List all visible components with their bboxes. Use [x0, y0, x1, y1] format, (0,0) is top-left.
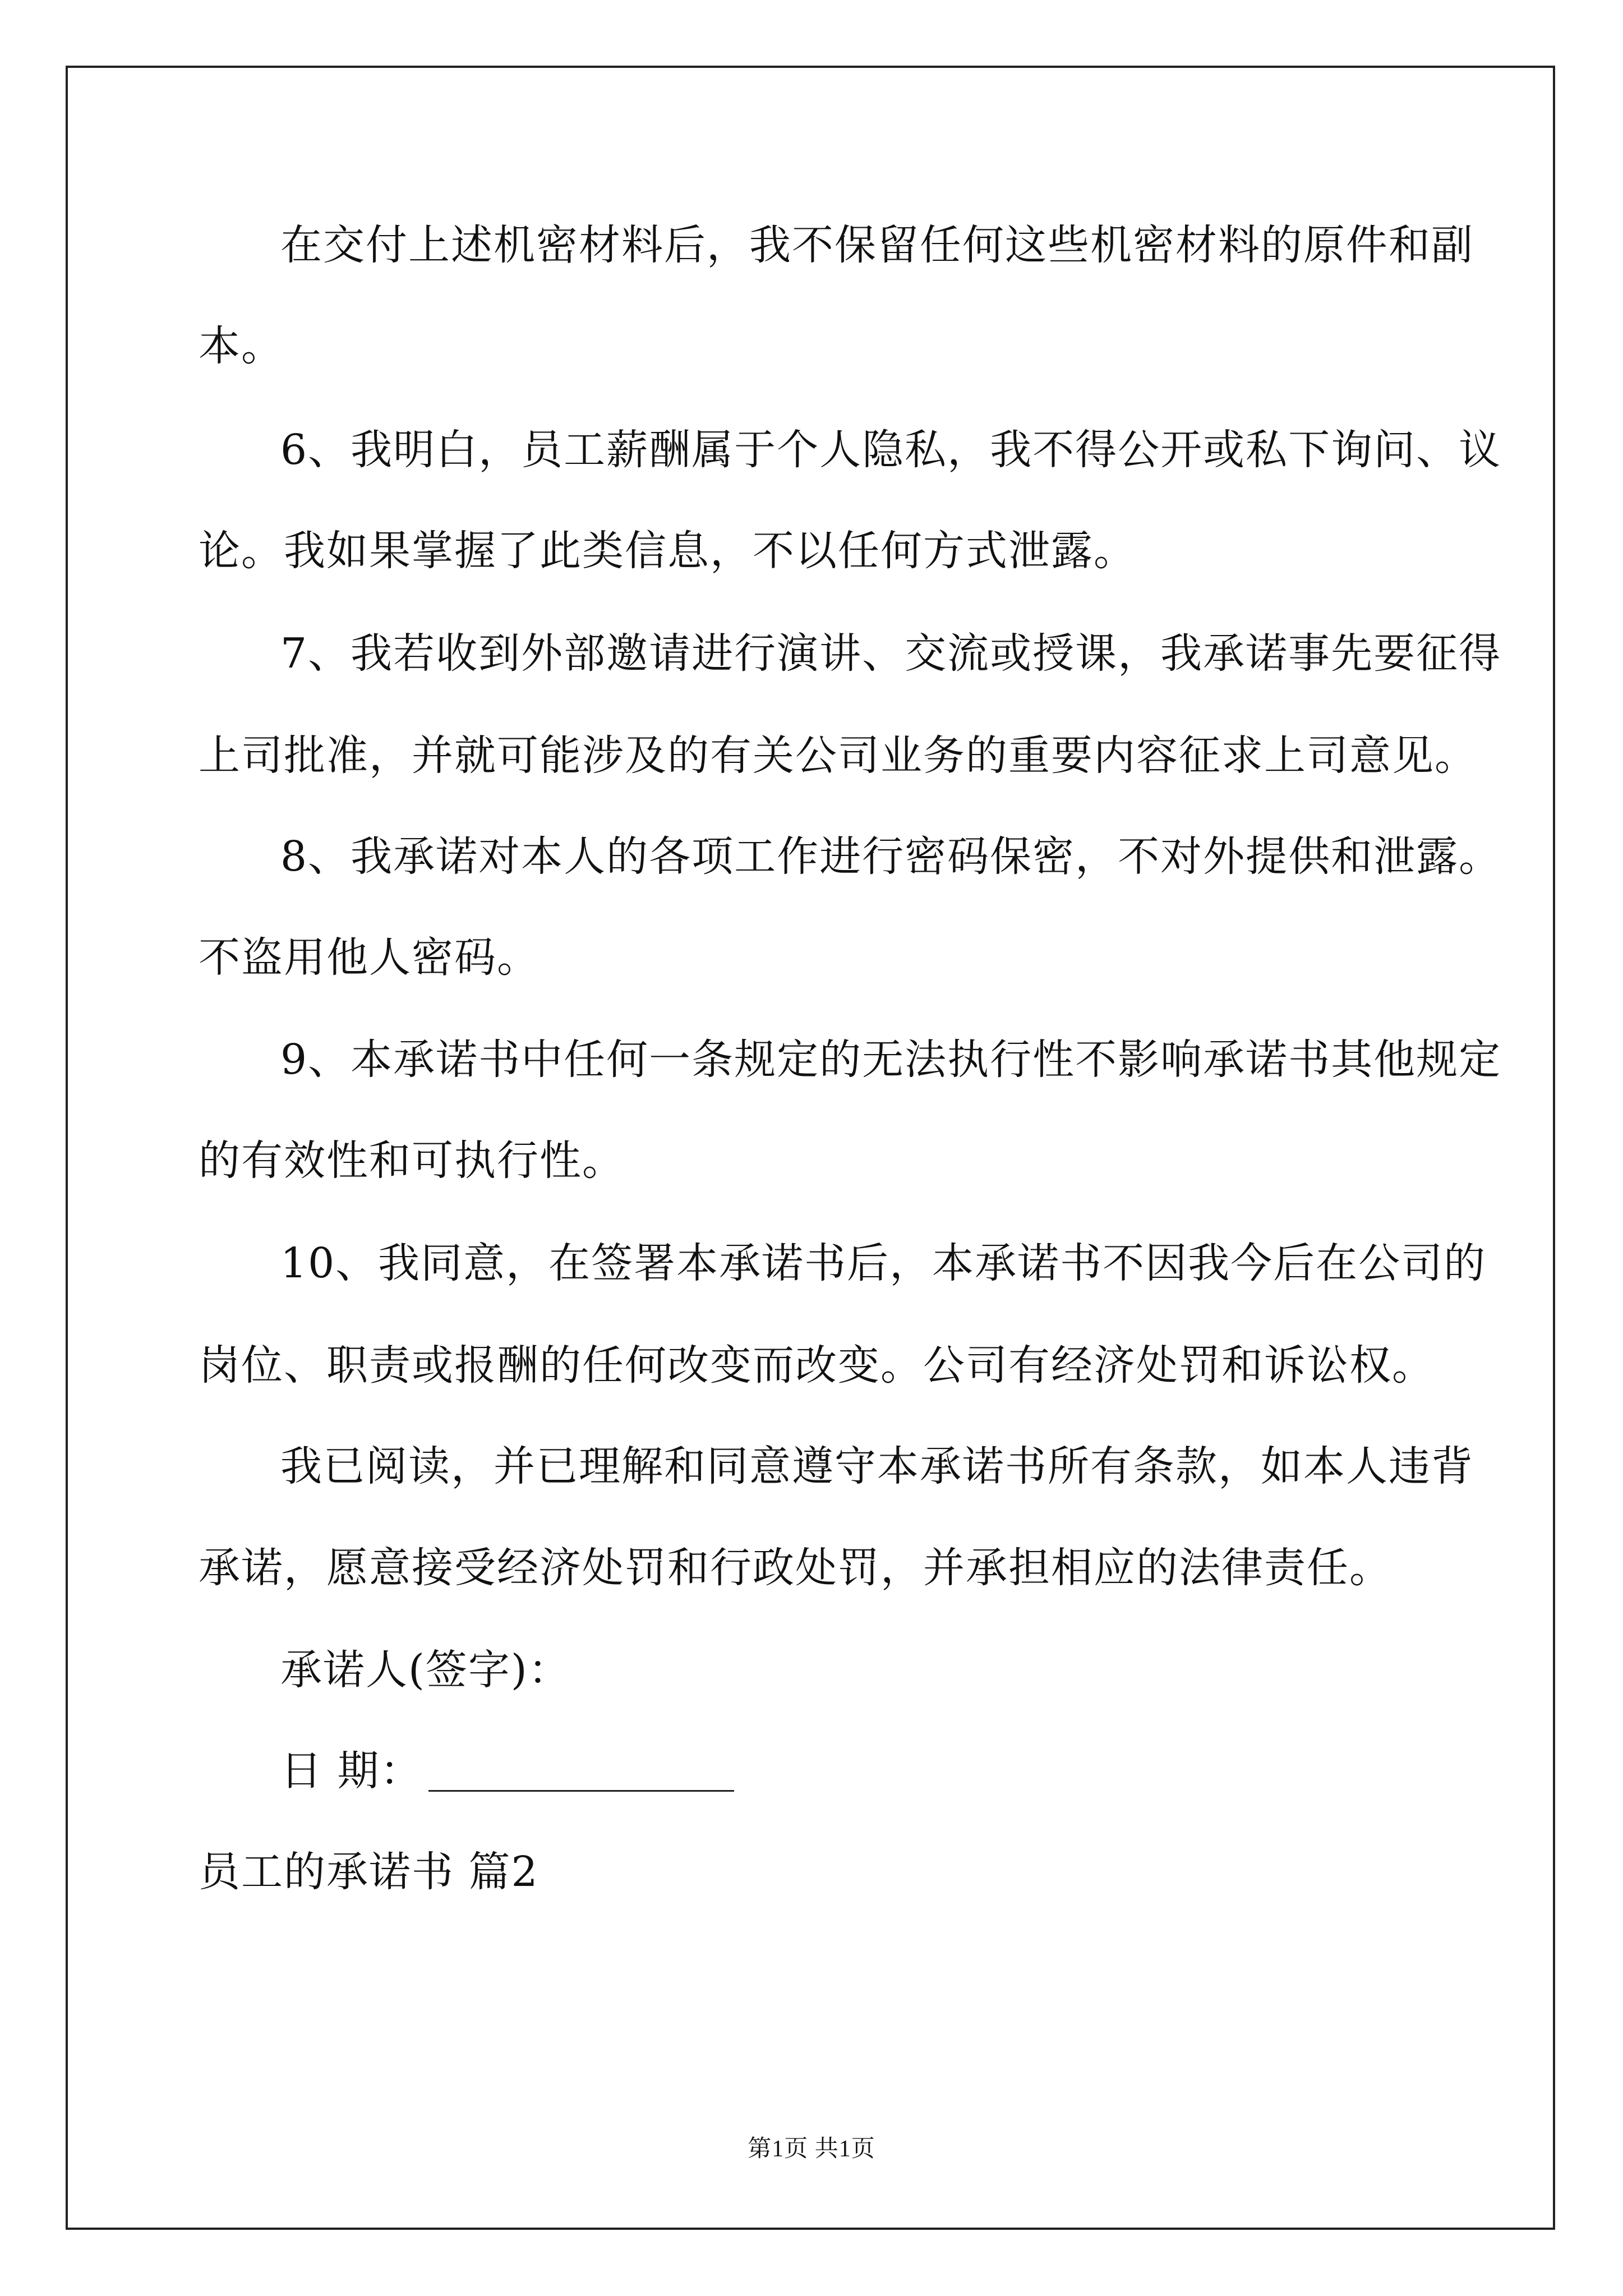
- paragraph-line: 在交付上述机密材料后，我不保留任何这些机密材料的原件和副: [280, 221, 1474, 269]
- paragraph-line: 本。: [199, 322, 284, 370]
- date-label: 日 期：: [280, 1747, 423, 1795]
- paragraph-line: 6、我明白，员工薪酬属于个人隐私，我不得公开或私下询问、议: [280, 426, 1502, 474]
- paragraph-line: 的有效性和可执行性。: [199, 1137, 625, 1185]
- date-blank-line: [428, 1753, 734, 1792]
- paragraph-line: 10、我同意，在签署本承诺书后，本承诺书不因我今后在公司的: [280, 1239, 1487, 1287]
- paragraph-line: 岗位、职责或报酬的任何改变而改变。公司有经济处罚和诉讼权。: [199, 1341, 1435, 1389]
- paragraph-line: 不盗用他人密码。: [199, 933, 540, 982]
- paragraph-line: 9、本承诺书中任何一条规定的无法执行性不影响承诺书其他规定: [280, 1036, 1502, 1084]
- paragraph-line: 7、我若收到外部邀请进行演讲、交流或授课，我承诺事先要征得: [280, 629, 1502, 678]
- paragraph-line: 承诺，愿意接受经济处罚和行政处罚，并承担相应的法律责任。: [199, 1544, 1392, 1592]
- paragraph-line: 我已阅读，并已理解和同意遵守本承诺书所有条款，如本人违背: [280, 1442, 1474, 1490]
- paragraph-line: 论。我如果掌握了此类信息，不以任何方式泄露。: [199, 527, 1136, 575]
- signature-label: 承诺人(签字)：: [280, 1646, 571, 1694]
- section-heading: 员工的承诺书 篇2: [199, 1848, 539, 1896]
- date-row: [280, 1747, 734, 1795]
- page-footer: 第1页 共1页: [748, 2136, 875, 2162]
- paragraph-line: 上司批准，并就可能涉及的有关公司业务的重要内容征求上司意见。: [199, 731, 1477, 780]
- paragraph-line: 8、我承诺对本人的各项工作进行密码保密，不对外提供和泄露。: [280, 832, 1502, 881]
